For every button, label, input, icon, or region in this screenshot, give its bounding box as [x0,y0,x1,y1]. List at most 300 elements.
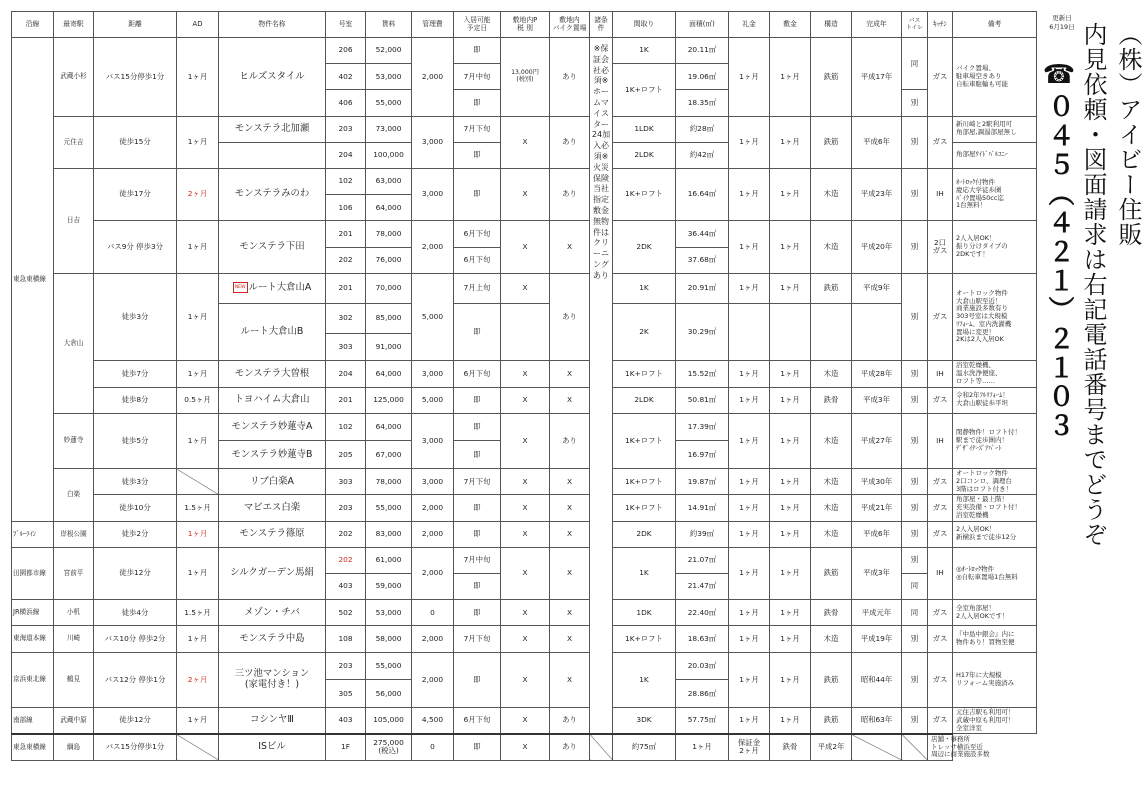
cell-remarks [953,168,1037,220]
cell-kitchen: 2口 ガス [928,221,953,273]
remark-line: 全室角部屋！ [956,603,995,612]
cell-room: 204 [326,361,366,387]
cell-distance: バス15分停歩1分 [94,38,177,117]
property-rows [12,38,1037,761]
property-name[interactable]: ルート大倉山B [240,325,304,337]
cell-kitchen: ガス [928,469,953,495]
cell-name [219,413,326,441]
cell-line: 東急東横線 [12,734,54,761]
cell-rent: 125,000 [366,387,412,413]
table-row [12,521,1037,547]
property-name[interactable]: モンステラ妙蓮寺B [231,448,313,460]
cell-built: 昭和44年 [852,652,902,708]
cell-movein: 7月上旬 [454,273,501,303]
cell-layout: 2LDK [613,387,676,413]
cell-area: 14.91㎡ [676,495,729,521]
cell-movein: 即 [454,38,501,64]
cell-bike: X [550,221,590,273]
cell-kitchen: ガス [928,521,953,547]
cell-kitchen: ガス [928,626,953,652]
cell-name [219,168,326,220]
cell-kitchen: ガス [928,495,953,521]
cell-movein: 即 [454,387,501,413]
cell-bath: 別 [902,521,928,547]
table-row [12,116,1037,142]
cell-distance: 徒歩3分 [94,273,177,361]
cell-structure: 鉄骨 [811,600,852,626]
cell-rent: 55,000 [366,495,412,521]
cell-bath: 別 [902,547,928,573]
cell-area: 28.86㎡ [676,680,729,708]
table-row [12,221,1037,247]
table-row [12,652,1037,680]
cell-rent: 63,000 [366,168,412,194]
cell-mgmt: 3,000 [412,469,454,495]
property-name[interactable]: モンステラ北加瀬 [234,122,310,134]
col-kitchen: ｷｯﾁﾝ [928,12,953,38]
cell-rent: 64,000 [366,361,412,387]
cell-room: 403 [326,574,366,600]
col-area: 面積(㎡) [676,12,729,38]
cell-distance: バス9分 停歩3分 [94,221,177,273]
cell-station: 日吉 [54,168,94,273]
cell-deposit: 1ヶ月 [770,116,811,168]
cell-layout: 3DK [613,708,676,734]
cell-deposit: 1ヶ月 [770,469,811,495]
table-row [12,547,1037,573]
cell-rent: 61,000 [366,547,412,573]
cell-built: 平成27年 [852,413,902,469]
cell-name [219,361,326,387]
cell-built: 平成2年 [811,734,852,761]
cell-ad: 2ヶ月 [177,652,219,708]
cell-room: 202 [326,547,366,573]
cell-structure: 木造 [811,495,852,521]
cell-bike: X [550,387,590,413]
cell-parking: X [501,273,550,303]
col-parking: 敷地内P 税 別 [501,12,550,38]
cell-distance: 徒歩2分 [94,521,177,547]
cell-area: 20.91㎡ [676,273,729,303]
cell-parking: X [501,652,550,708]
cell-parking: X [501,495,550,521]
cell-ad [177,734,219,761]
remark-line: リフォーム実施済み [956,678,1015,687]
cell-movein: 7月下旬 [454,626,501,652]
cell-bike: X [550,469,590,495]
cell-built: 平成6年 [852,116,902,168]
cell-area: 22.40㎡ [676,600,729,626]
cell-built: 平成28年 [852,361,902,387]
cell-area: 21.07㎡ [676,547,729,573]
cell-kitchen: ガス [928,273,953,361]
cell-distance: 徒歩12分 [94,547,177,599]
cell-parking: X [501,116,550,168]
cell-kitchen: ガス [928,652,953,708]
cell-remarks [953,413,1037,469]
cell-key: 1ヶ月 [729,387,770,413]
cell-structure: 木造 [811,221,852,273]
cell-bath: 別 [902,116,928,168]
cell-mgmt: 2,000 [412,547,454,599]
cell-parking: X [501,221,550,273]
table-row [12,387,1037,413]
cell-station: 大倉山 [54,273,94,413]
cell-kitchen: IH [928,547,953,599]
cell-bath: 別 [902,708,928,734]
cell-name [219,626,326,652]
cell-ad: 1.5ヶ月 [177,495,219,521]
notice-text: 内見依頼・図面請求は右記電話番号までどうぞ [1079,22,1107,547]
remark-line: バイク置場、 [956,64,995,73]
cell-ad: 1ヶ月 [177,221,219,273]
cell-line: 東海道本線 [12,626,54,652]
property-name[interactable]: シルクガーデン馬絹 [230,567,314,579]
cell-built: 平成9年 [852,273,902,303]
header-row [12,12,1037,38]
cell-key [729,303,770,361]
cell-kitchen [902,734,928,761]
property-name[interactable]: メゾン・チバ [244,606,300,618]
cell-built: 平成3年 [852,547,902,599]
cell-movein: 即 [454,652,501,708]
remark-line: 充実設備・ロフト付！ [956,503,1021,512]
cell-room: 402 [326,64,366,90]
cell-parking: X [501,600,550,626]
cell-area: 19.87㎡ [676,469,729,495]
cell-movein: 即 [454,303,501,361]
remark-line: 角部屋・最上階！ [956,495,1008,504]
remark-line: ◎自転車置場1台無料 [956,572,1018,581]
cell-station: 武蔵小杉 [54,38,94,117]
cell-remarks [953,273,1037,361]
cell-key: 1ヶ月 [729,116,770,168]
col-distance: 距離 [94,12,177,38]
cell-key: 1ヶ月 [729,600,770,626]
cell-parking: X [501,708,550,734]
cell-bath: 別 [902,221,928,273]
cell-room: 203 [326,495,366,521]
cell-rent: 78,000 [366,469,412,495]
cell-rent: 70,000 [366,273,412,303]
remark-line: 2人入居OK！ [956,525,996,534]
cell-rent: 58,000 [366,626,412,652]
col-layout: 間取り [613,12,676,38]
cell-parking: X [501,547,550,599]
cell-layout: 2DK [613,521,676,547]
cell-name [219,469,326,495]
cell-movein: 即 [454,574,501,600]
cell-station: 白楽 [54,469,94,521]
cell-structure: 木造 [811,361,852,387]
cell-station: 川崎 [54,626,94,652]
cell-movein: 6月下旬 [454,247,501,273]
cell-layout: 1K+ロフト [613,413,676,469]
cell-structure: 木造 [811,413,852,469]
cell-bike: あり [550,273,590,361]
cell-kitchen: IH [928,413,953,469]
cell-area: 37.68㎡ [676,247,729,273]
cell-area: 約28㎡ [676,116,729,142]
cell-area: 15.52㎡ [676,361,729,387]
cell-remarks [953,387,1037,413]
cell-layout: 1K [613,547,676,599]
remark-line: 2Kは2人入居OK [956,335,1004,344]
cell-built: 昭和63年 [852,708,902,734]
remark-line: ﾊﾞｲｸ置場50cc迄 [956,193,1004,202]
cell-remarks [953,708,1037,734]
cell-rent: 78,000 [366,221,412,247]
cell-structure: 木造 [811,469,852,495]
cell-built: 平成3年 [852,387,902,413]
cell-layout: 1LDK [613,116,676,142]
cell-line: ﾌﾞﾙｰﾗｲﾝ [12,521,54,547]
cell-movein: 7月下旬 [454,469,501,495]
table-row [12,273,1037,303]
remark-line: 元住吉駅も利用可！ [956,708,1015,717]
cell-ad: 1ヶ月 [177,361,219,387]
cell-remarks [953,38,1037,117]
cell-built [852,303,902,361]
remark-line: 周辺に商業施設多数 [931,750,990,759]
cell-area: 18.63㎡ [676,626,729,652]
cell-distance: 徒歩3分 [94,469,177,495]
property-name[interactable]: コシンヤⅢ [250,714,294,726]
cell-ad: 1ヶ月 [177,273,219,361]
cell-distance: バス15分停歩1分 [94,734,177,761]
cell-bath: 別 [902,652,928,708]
cell-parking: X [501,413,550,469]
cell-movein: 即 [454,441,501,469]
remark-line: 新川崎と2駅利用可 [956,120,1013,129]
remark-line: 振り分けタイプの [956,242,1008,251]
cell-remarks [953,547,1037,599]
table-row [12,413,1037,441]
cell-rent: 56,000 [366,680,412,708]
remark-line: ﾃﾞｻﾞｲﾅｰｽﾞｱﾊﾟｰﾄ [956,443,1002,452]
cell-name [219,547,326,599]
cell-deposit: 1ヶ月 [770,600,811,626]
cell-mgmt: 5,000 [412,387,454,413]
remark-line: H17年に大規模 [956,671,1002,680]
cell-bath: 別 [902,626,928,652]
property-name[interactable]: 三ツ池マンション (家電付き！) [234,668,310,690]
property-name[interactable]: ルート大倉山A [248,282,312,294]
cell-movein: 即 [454,734,501,761]
cell-area: 21.47㎡ [676,574,729,600]
cell-layout: 1K+ロフト [613,168,676,220]
cell-mgmt: 2,000 [412,38,454,117]
cell-key: 1ヶ月 [729,361,770,387]
cell-layout: 1K [613,38,676,64]
cell-line: JR横浜線 [12,600,54,626]
cell-layout: 1K+ロフト [613,64,676,116]
cell-bath: 別 [902,168,928,220]
cell-deposit: 1ヶ月 [770,495,811,521]
table-row [12,708,1037,734]
remark-line: 浴室乾燥機、 [956,361,995,370]
cell-bike: X [550,626,590,652]
cell-ad: 1ヶ月 [177,413,219,469]
remark-line: トレッサ横浜至近 [931,742,983,751]
updated-date: 6月19日 [1049,22,1075,31]
cell-key: 1ヶ月 [676,734,729,761]
cell-deposit: 1ヶ月 [770,626,811,652]
cell-kitchen: ガス [928,600,953,626]
cell-distance: 徒歩17分 [94,168,177,220]
col-name: 物件名称 [219,12,326,38]
property-name[interactable]: マビエス白楽 [243,501,301,513]
cell-parking: X [501,168,550,220]
cell-conditions: ※保証会社必須※ホームマイスター24加入必須※火災保険当社指定 敷金無物件はクリーニングあり [590,38,613,734]
cell-built: 平成20年 [852,221,902,273]
property-name[interactable]: トヨハイム大倉山 [234,393,310,405]
remark-line: 物件あり！買物至便 [956,637,1015,646]
col-line: 沿線 [12,12,54,38]
table-row [12,168,1037,194]
cell-built: 平成30年 [852,469,902,495]
cell-room: 502 [326,600,366,626]
col-structure: 構造 [811,12,852,38]
remark-line: オートロック物件 [956,469,1008,478]
cell-name [219,708,326,734]
cell-area: 20.11㎡ [676,38,729,64]
cell-built: 平成19年 [852,626,902,652]
cell-mgmt: 0 [412,600,454,626]
cell-distance: 徒歩7分 [94,361,177,387]
property-list-table [11,11,1037,761]
remark-line: 303号室は大規模 [956,312,1008,321]
cell-layout: 1K [613,273,676,303]
cell-parking [501,303,550,361]
cell-deposit: 1ヶ月 [770,547,811,599]
cell-area: 約75㎡ [613,734,676,761]
cell-layout: 2DK [613,221,676,273]
remark-line: ◎ｵｰﾄﾛｯｸ物件 [956,564,995,573]
cell-movein: 6月下旬 [454,708,501,734]
remark-line: 慶応大学徒歩圏 [956,185,1002,194]
cell-bike: X [550,361,590,387]
cell-layout: 1K+ロフト [613,361,676,387]
property-name[interactable]: ヒルズスタイル [239,70,305,82]
remark-line: 温水洗浄便座、 [956,369,1002,377]
property-name[interactable]: モンステラ大曽根 [234,367,310,379]
cell-area: 19.06㎡ [676,64,729,90]
col-room: 号室 [326,12,366,38]
cell-distance: 徒歩5分 [94,413,177,469]
cell-area: 17.39㎡ [676,413,729,441]
cell-remarks [953,495,1037,521]
cell-rent: 59,000 [366,574,412,600]
cell-key: 1ヶ月 [729,38,770,117]
property-name[interactable]: モンステラ篠原 [239,527,305,539]
cell-ad: 1ヶ月 [177,626,219,652]
phone-number[interactable]: ☎０４５（４２１）２１０３ [1044,60,1074,441]
cell-remarks [953,142,1037,168]
cell-line: 南部線 [12,708,54,734]
property-name[interactable]: モンステラみのわ [234,188,310,200]
cell-name [219,734,326,761]
remark-line: 置場に変更！ [956,327,995,336]
col-bike: 敷地内 バイク置場 [550,12,590,38]
remark-line: 大倉山駅徒歩平坦 [956,399,1008,408]
cell-mgmt: 3,000 [412,168,454,220]
col-key: 礼金 [729,12,770,38]
cell-name [219,142,326,168]
cell-station: 綱島 [54,734,94,761]
cell-name [219,116,326,142]
cell-layout: 1K+ロフト [613,469,676,495]
table-row [12,38,1037,64]
cell-area: 約42㎡ [676,142,729,168]
col-rent: 賃料 [366,12,412,38]
cell-deposit: 1ヶ月 [770,413,811,469]
property-name[interactable]: モンステラ中島 [239,632,305,644]
cell-bath: 別 [902,90,928,116]
cell-structure: 鉄骨 [811,387,852,413]
cell-station: 鶴見 [54,652,94,708]
remark-line: 2人入居OKです！ [956,611,1009,620]
cell-distance: 徒歩8分 [94,387,177,413]
cell-movein: 即 [454,600,501,626]
cell-bike: X [550,495,590,521]
cell-name [219,521,326,547]
col-mgmt: 管理費 [412,12,454,38]
cell-movein: 7月下旬 [454,116,501,142]
col-station: 最寄駅 [54,12,94,38]
col-ad: AD [177,12,219,38]
cell-ad: 1ヶ月 [177,708,219,734]
cell-rent: 76,000 [366,247,412,273]
cell-distance: 徒歩10分 [94,495,177,521]
cell-bike: X [550,600,590,626]
cell-area: 18.35㎡ [676,90,729,116]
cell-line: 東急東横線 [12,38,54,522]
cell-bike: あり [550,168,590,220]
cell-structure: 鉄筋 [811,652,852,708]
cell-rent: 64,000 [366,413,412,441]
new-badge: NEW [233,282,248,293]
cell-rent: 67,000 [366,441,412,469]
cell-room: 201 [326,387,366,413]
cell-built: 平成元年 [852,600,902,626]
cell-layout: 1DK [613,600,676,626]
cell-bike: あり [550,38,590,117]
cell-station: 元住吉 [54,116,94,168]
cell-ad: 0.5ヶ月 [177,387,219,413]
cell-structure: 鉄筋 [811,116,852,168]
cell-rent: 52,000 [366,38,412,64]
cell-deposit: 1ヶ月 [770,38,811,117]
remark-line: オートロック物件 [956,288,1008,297]
cell-mgmt: 4,500 [412,708,454,734]
property-name[interactable]: ISビル [258,741,286,753]
cell-movein: 即 [454,495,501,521]
cell-structure: 鉄筋 [811,38,852,117]
property-name[interactable]: リブ白楽A [250,475,294,487]
cell-mgmt: 3,000 [412,116,454,168]
cell-parking: X [501,387,550,413]
cell-key: 1ヶ月 [729,708,770,734]
cell-ad: 1.5ヶ月 [177,600,219,626]
cell-rent: 83,000 [366,521,412,547]
property-name[interactable]: モンステラ妙蓮寺A [231,420,313,432]
property-name[interactable]: モンステラ下田 [239,240,305,252]
cell-bike: X [550,521,590,547]
cell-structure: 木造 [811,626,852,652]
cell-area: 16.64㎡ [676,168,729,220]
remark-line: 1台無料！ [956,201,987,210]
